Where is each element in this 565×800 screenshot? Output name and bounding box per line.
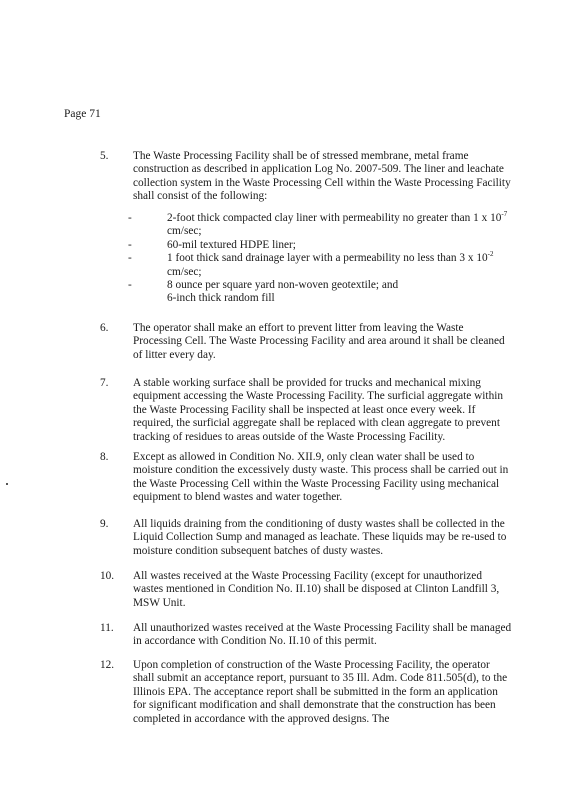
condition-number: 9. [100,518,109,530]
condition-number: 8. [100,451,109,463]
condition-text: Upon completion of construction of the Waste Processing Facility, the operator shall submit an acceptance report, pursuant to 35 Ill. Adm. Code 811.505(d), to the Illinois EPA. The acceptance report shall be submitted in the form an application for significant modification and shall demonstrate that the construction has been completed in accordance with the approved designs. The [133,659,508,725]
list-item: - 2-foot thick compacted clay liner with permeability no greater than 1 x $10^{-7}$ cm/sec; [128,210,508,238]
condition-text: Except as allowed in Condition No. XII.9, only clean water shall be used to moisture condition the excessively dusty waste. This process shall be carried out in the Waste Processing Cell within the Waste Processing Facility using mechanical equipment to blend wastes and water together. [133,451,509,504]
condition-text: The Waste Processing Facility shall be of stressed membrane, metal frame construction as described in application Log No. 2007-509. The liner and leachate collection system in the Waste Processing Cell within the Waste Processing Facility shall consist of the following: [133,150,511,203]
condition-number: 7. [100,377,109,389]
condition-text: All wastes received at the Waste Processing Facility (except for unauthorized wastes mentioned in Condition No. II.10) shall be disposed at Clinton Landfill 3, MSW Unit. [133,570,500,609]
condition-text: All unauthorized wastes received at the Waste Processing Facility shall be managed in accordance with Condition No. II.10 of this permit. [133,622,512,648]
condition-number: 11. [100,622,114,634]
condition-number: 12. [100,659,115,671]
condition-number: 5. [100,150,109,162]
page-number: Page 71 [64,108,101,120]
condition-number: 6. [100,322,109,334]
liner-component-list [128,212,512,306]
scan-speck [6,483,8,485]
condition-item-6 [100,322,512,362]
condition-item-7 [100,377,512,444]
condition-text: The operator shall make an effort to prevent litter from leaving the Waste Processing Cell. The Waste Processing Facility and area around it shall be cleaned of litter every day. [133,322,505,361]
condition-text: A stable working surface shall be provided for trucks and mechanical mixing equipment accessing the Waste Processing Facility. The surficial aggregate within the Waste Processing Facility shall be inspected at least once every week. If required, the surficial aggregate shall be replaced with clean aggregate to prevent tracking of residues to areas outside of the Waste Processing Facility. [133,377,504,443]
list-item: 6-inch thick random fill [167,292,275,305]
condition-number: 10. [100,570,115,582]
condition-item-11 [100,622,512,649]
condition-item-12 [100,659,512,726]
condition-item-5 [100,150,512,204]
condition-item-8 [100,451,512,505]
list-item: - 60-mil textured HDPE liner; [128,238,296,251]
condition-item-10 [100,570,512,610]
list-item: - 8 ounce per square yard non-woven geotextile; and [128,279,399,292]
list-item: - 1 foot thick sand drainage layer with a permeability no less than 3 x $10^{-2}$ cm/sec; [128,250,494,278]
condition-text: All liquids draining from the conditioning of dusty wastes shall be collected in the Liquid Collection Sump and managed as leachate. These liquids may be re-used to moisture condition subsequent batches of dusty wastes. [133,518,507,557]
condition-item-9 [100,518,512,558]
